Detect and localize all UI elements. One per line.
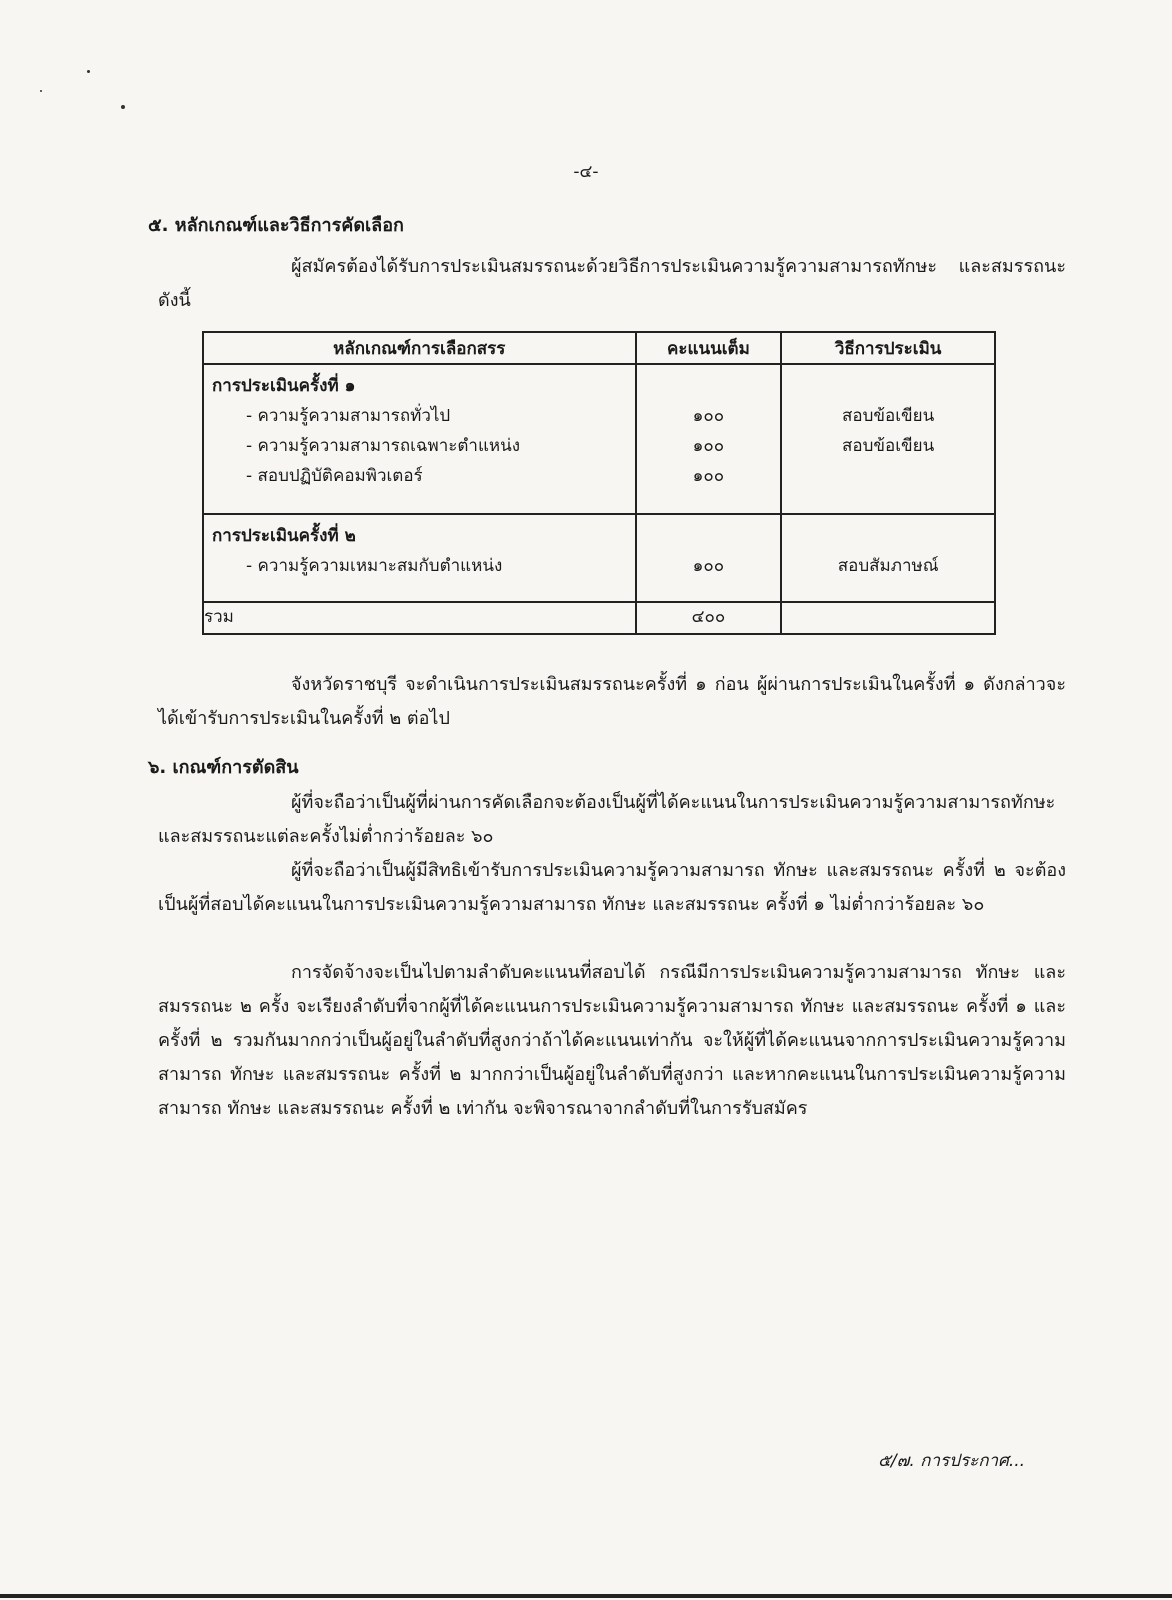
- assessment-method: สอบข้อเขียน: [842, 406, 935, 426]
- assessment-method: [790, 461, 986, 491]
- criterion-item: - ความรู้ความสามารถทั่วไป: [246, 406, 451, 426]
- section-6-paragraph-3: การจัดจ้างจะเป็นไปตามลำดับคะแนนที่สอบได้ กรณีมีการประเมินความรู้ความสามารถ ทักษะ และสมรรถนะ ๒ ครั้ง จะเรียงลำดับที่จากผู้ที่ได้คะแนนการประเมินความรู้ความสามารถ ทักษะ และสมรรถนะ ครั้งที่ ๑ และครั้งที่ ๒ รวมกันมากกว่าเป็นผู้อยู่ในลำดับที่สูงกว่าถ้าได้คะแนนเท่ากัน จะให้ผู้ที่ได้คะแนนจากการประเมินความรู้ความสามารถ ทักษะ และสมรรถนะ ครั้งที่ ๒ มากกว่าเป็นผู้อยู่ในลำดับที่สูงกว่า และหากคะแนนในการประเมินความรู้ความสามารถ ทักษะ และสมรรถนะ ครั้งที่ ๒ เท่ากัน จะพิจารณาจากลำดับที่ในการรับสมัคร: [158, 962, 1066, 1119]
- section-5-heading: ๕. หลักเกณฑ์และวิธีการคัดเลือก: [148, 215, 404, 236]
- full-score-value: ๑๐๐: [692, 436, 725, 456]
- scan-speck: [87, 70, 90, 73]
- criterion-item: - ความรู้ความสามารถเฉพาะตำแหน่ง: [246, 436, 521, 456]
- assessment-method: สอบสัมภาษณ์: [837, 556, 939, 576]
- section-5-intro: ผู้สมัครต้องได้รับการประเมินสมรรถนะด้วยวิธีการประเมินความรู้ความสามารถทักษะ และสมรรถนะ ดังนี้: [158, 256, 1066, 311]
- table-total-row: [203, 602, 995, 634]
- column-header-criteria: หลักเกณฑ์การเลือกสรร: [203, 332, 636, 364]
- column-header-full-score: คะแนนเต็ม: [636, 332, 782, 364]
- section-6-paragraph-2: ผู้ที่จะถือว่าเป็นผู้มีสิทธิเข้ารับการประเมินความรู้ความสามารถ ทักษะ และสมรรถนะ ครั้งที่ ๒ จะต้องเป็นผู้ที่สอบได้คะแนนในการประเมินความรู้ความสามารถ ทักษะ และสมรรถนะ ครั้งที่ ๑ ไม่ต่ำกว่าร้อยละ ๖๐: [158, 860, 1066, 915]
- full-score-value: ๑๐๐: [692, 466, 725, 486]
- criterion-item: - ความรู้ความเหมาะสมกับตำแหน่ง: [246, 556, 503, 576]
- section-6-paragraph-1: ผู้ที่จะถือว่าเป็นผู้ที่ผ่านการคัดเลือกจะต้องเป็นผู้ที่ได้คะแนนในการประเมินความรู้ความสามารถทักษะและสมรรถนะแต่ละครั้งไม่ต่ำกว่าร้อยละ ๖๐: [158, 792, 1056, 847]
- criterion-item: - สอบปฏิบัติคอมพิวเตอร์: [246, 466, 423, 486]
- assessment-method: สอบข้อเขียน: [842, 436, 935, 456]
- full-score-value: ๑๐๐: [692, 406, 725, 426]
- table-row: [203, 514, 995, 602]
- column-header-method: วิธีการประเมิน: [781, 332, 995, 364]
- table-header-row: [203, 332, 995, 364]
- scan-edge-line: [0, 1594, 1172, 1598]
- table-row: [203, 364, 995, 514]
- round-1-title: การประเมินครั้งที่ ๑: [212, 376, 356, 396]
- full-score-value: ๑๐๐: [692, 556, 725, 576]
- round-2-title: การประเมินครั้งที่ ๒: [212, 526, 356, 546]
- continuation-note: ๕/๗. การประกาศ...: [878, 1451, 1026, 1471]
- total-score: ๔๐๐: [636, 602, 782, 634]
- selection-criteria-table: [202, 331, 996, 635]
- section-6-heading: ๖. เกณฑ์การตัดสิน: [148, 757, 299, 778]
- total-label: รวม: [203, 602, 636, 634]
- page-number: -๔-: [573, 162, 599, 182]
- assessment-order-paragraph: จังหวัดราชบุรี จะดำเนินการประเมินสมรรถนะครั้งที่ ๑ ก่อน ผู้ผ่านการประเมินในครั้งที่ ๑ ดังกล่าวจะได้เข้ารับการประเมินในครั้งที่ ๒ ต่อไป: [158, 674, 1066, 729]
- scan-speck: [40, 90, 42, 92]
- scan-speck: [121, 105, 125, 109]
